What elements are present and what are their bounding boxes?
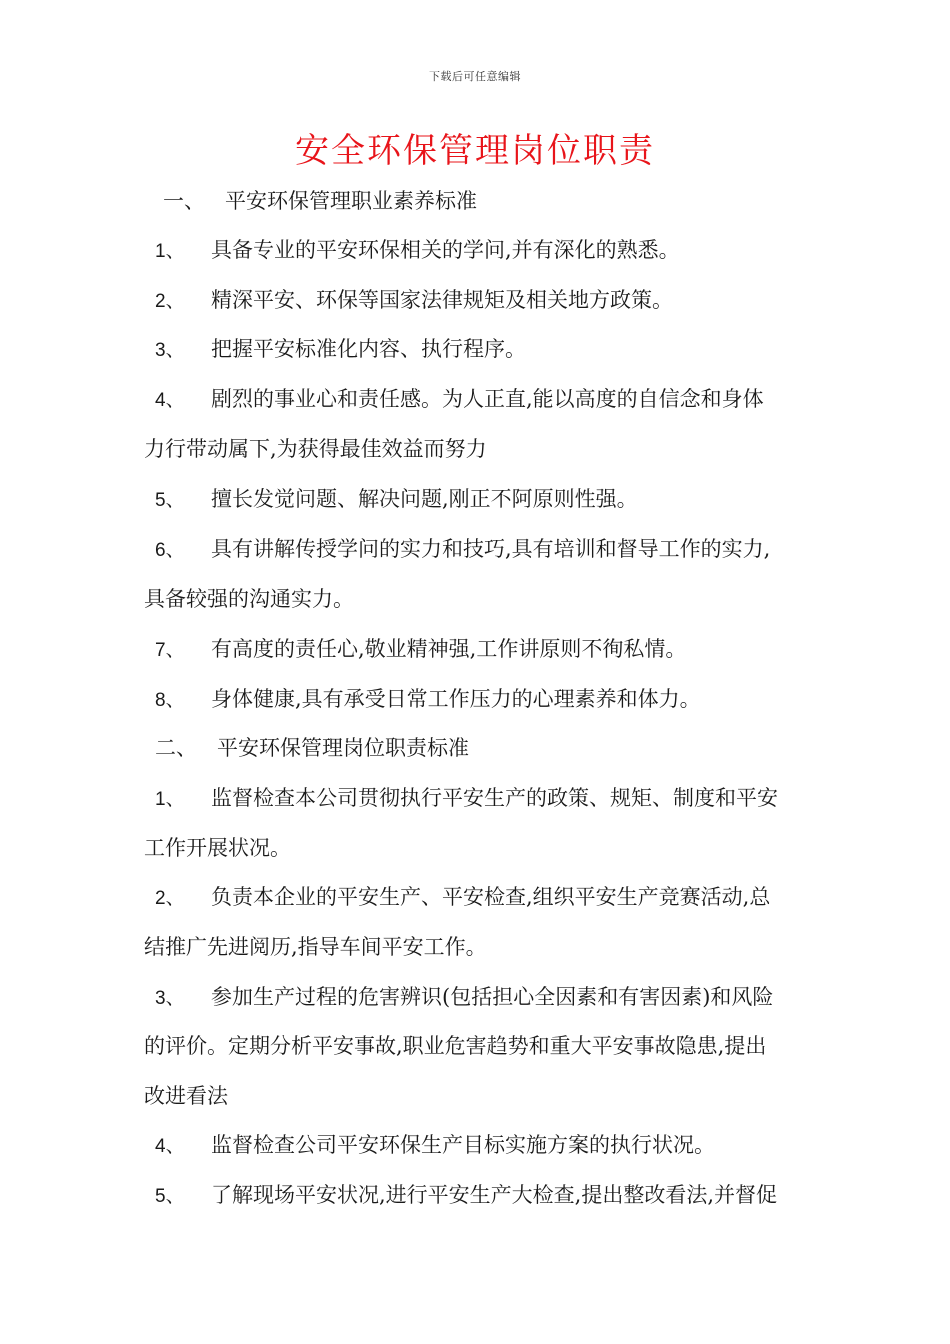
item-text: 具备专业的平安环保相关的学问,并有深化的熟悉。 [211, 238, 680, 262]
item-text: 擅长发觉问题、解决问题,刚正不阿原则性强。 [211, 487, 638, 511]
item-text: 精深平安、环保等国家法律规矩及相关地方政策。 [211, 288, 673, 312]
item-number: 5、 [155, 1186, 185, 1207]
item-text-continued: 工作开展状况。 [144, 836, 291, 860]
item-number: 4、 [155, 390, 185, 411]
document-title: 安全环保管理岗位职责 [295, 131, 655, 171]
item-text: 监督检查本公司贯彻执行平安生产的政策、规矩、制度和平安 [211, 786, 778, 810]
continuation-line [0, 932, 950, 962]
continuation-line [0, 1031, 950, 1061]
item-number: 5、 [155, 490, 185, 511]
item-text: 身体健康,具有承受日常工作压力的心理素养和体力。 [211, 687, 701, 711]
section-text: 平安环保管理职业素养标准 [225, 189, 477, 213]
list-item [0, 235, 950, 267]
item-number: 7、 [155, 640, 185, 661]
item-number: 6、 [155, 540, 185, 561]
section-number: 二、 [155, 736, 197, 760]
list-item [0, 684, 950, 716]
header-note: 下载后可任意编辑 [429, 70, 521, 83]
item-text: 参加生产过程的危害辨识(包括担心全因素和有害因素)和风险 [211, 985, 774, 1009]
item-text: 具有讲解传授学问的实力和技巧,具有培训和督导工作的实力, [211, 537, 771, 561]
list-item [0, 285, 950, 317]
continuation-line [0, 1081, 950, 1111]
item-number: 3、 [155, 340, 185, 361]
item-text-continued: 力行带动属下,为获得最佳效益而努力 [144, 437, 487, 461]
list-item [0, 484, 950, 516]
item-number: 8、 [155, 690, 185, 711]
item-number: 2、 [155, 888, 185, 909]
item-text: 剧烈的事业心和责任感。为人正直,能以高度的自信念和身体 [211, 387, 764, 411]
section-number: 一、 [163, 189, 205, 213]
list-item [0, 384, 950, 416]
section-text: 平安环保管理岗位职责标准 [217, 736, 469, 760]
list-item [0, 882, 950, 914]
item-number: 3、 [155, 988, 185, 1009]
item-text: 了解现场平安状况,进行平安生产大检查,提出整改看法,并督促 [211, 1183, 778, 1207]
list-item [0, 982, 950, 1014]
section-heading [0, 733, 950, 763]
item-text-continued: 结推广先进阅历,指导车间平安工作。 [144, 935, 487, 959]
item-number: 1、 [155, 241, 185, 262]
item-text: 监督检查公司平安环保生产目标实施方案的执行状况。 [211, 1133, 715, 1157]
continuation-line [0, 434, 950, 464]
item-number: 2、 [155, 291, 185, 312]
item-text-continued: 的评价。定期分析平安事故,职业危害趋势和重大平安事故隐患,提出 [144, 1034, 767, 1058]
list-item [0, 334, 950, 366]
item-text-continued: 改进看法 [144, 1084, 228, 1108]
list-item [0, 1180, 950, 1212]
list-item [0, 634, 950, 666]
list-item [0, 783, 950, 815]
continuation-line [0, 584, 950, 614]
item-text-continued: 具备较强的沟通实力。 [144, 587, 354, 611]
section-heading [0, 186, 950, 216]
item-number: 1、 [155, 789, 185, 810]
list-item [0, 534, 950, 566]
item-number: 4、 [155, 1136, 185, 1157]
item-text: 把握平安标准化内容、执行程序。 [211, 337, 526, 361]
continuation-line [0, 833, 950, 863]
list-item [0, 1130, 950, 1162]
item-text: 有高度的责任心,敬业精神强,工作讲原则不徇私情。 [211, 637, 687, 661]
item-text: 负责本企业的平安生产、平安检查,组织平安生产竞赛活动,总 [211, 885, 771, 909]
